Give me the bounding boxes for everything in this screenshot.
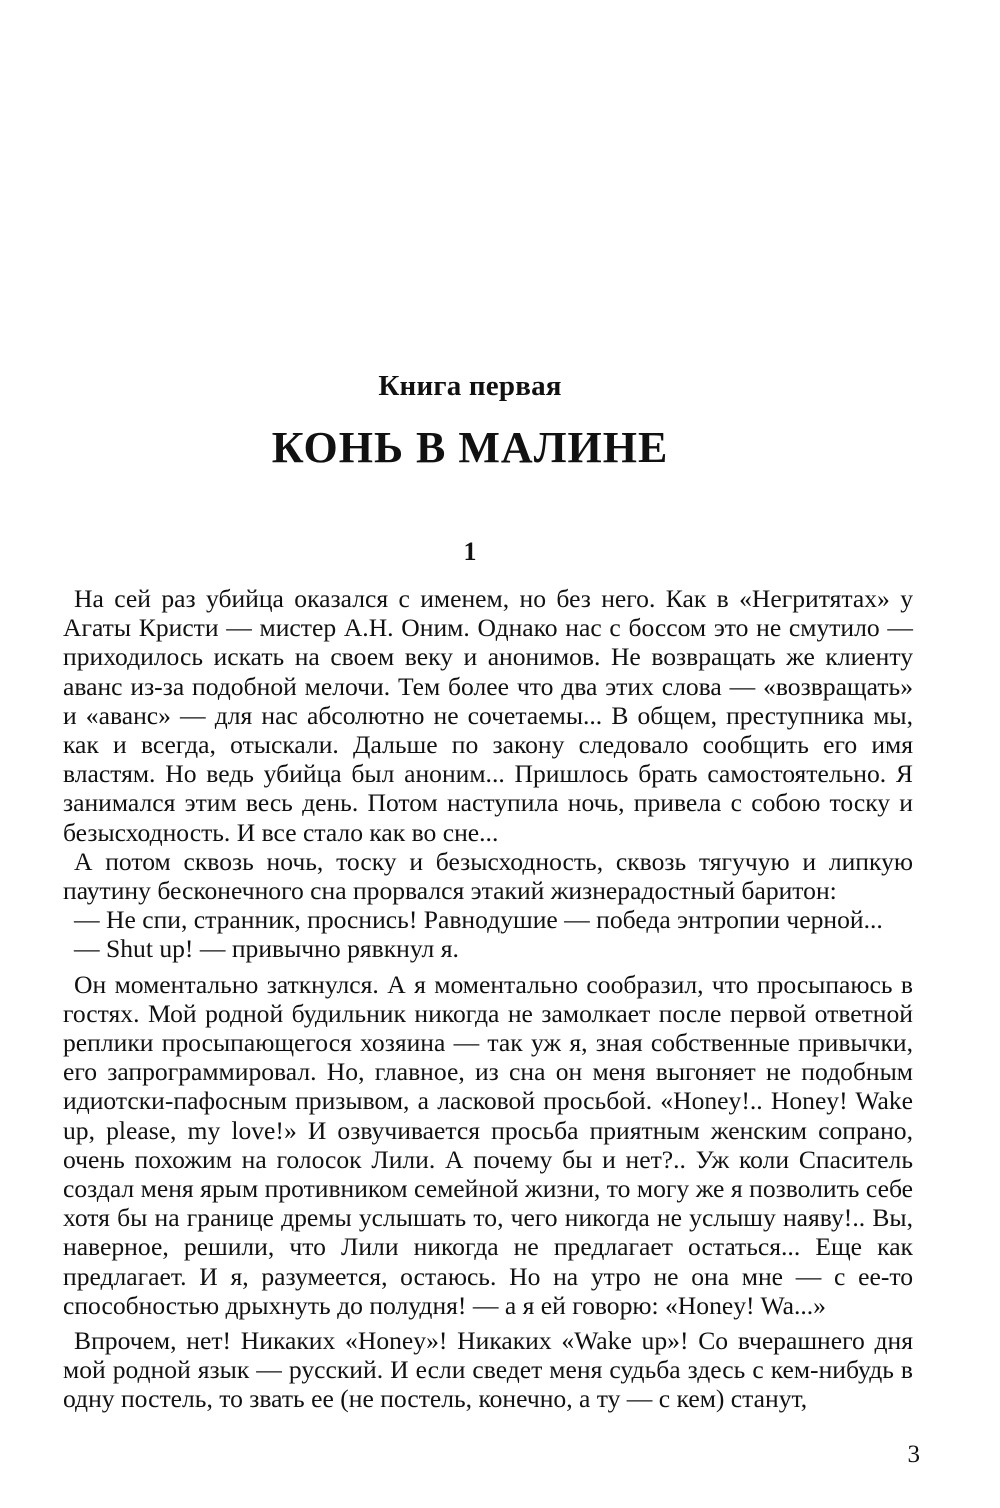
paragraph: — Не спи, странник, проснись! Равнодушие — победа энтропии черной... <box>74 905 883 935</box>
chapter-number: 1 <box>463 537 477 566</box>
paragraph: Он моментально заткнулся. А я моментально сообразил, что просыпаюсь в гостях. Мой родной будильник никогда не замолкает после первой ответной реплики просыпающегося хозяина — так уж я, зная собственные привычки, его запрограммировал. Но, главное, из сна он меня выгоняет не подобным идиотски-пафосным призывом, а ласковой просьбой. «Honey!.. Honey! Wake up, please, my love!» И озвучивается просьба приятным женским сопрано, очень похожим на голосок Лили. А почему бы и нет?.. Уж коли Спаситель создал меня ярым противником семейной жизни, то могу же я позволить себе хотя бы на границе дремы услышать то, чего никогда не услышу наяву!.. Вы, наверное, решили, что Лили никогда не предлагает остаться... Еще как предлагает. И я, разумеется, остаюсь. Но на утро не она мне — с ее-то способностью дрыхнуть до полудня! — а я ей говорю: «Honey! Wa...» <box>63 969 913 1320</box>
book-title: КОНЬ В МАЛИНЕ <box>271 423 669 472</box>
paragraph: — Shut up! — привычно рявкнул я. <box>74 934 459 964</box>
page-number: 3 <box>907 1441 920 1468</box>
book-label: Книга первая <box>378 370 562 402</box>
paragraph: На сей раз убийца оказался с именем, но без него. Как в «Негритятах» у Агаты Кристи — мистер А.Н. Оним. Однако нас с боссом это не смутило — приходилось искать на своем веку и анонимов. Не возвращать же клиенту аванс из-за подобной мелочи. Тем более что два этих слова — «возвращать» и «аванс» — для нас абсолютно не сочетаемы... В общем, преступника мы, как и всегда, отыскали. Дальше по закону следовало сообщить его имя властям. Но ведь убийца был аноним... Пришлось брать самостоятельно. Я занимался этим весь день. Потом наступила ночь, привела с собою тоску и безысходность. И все стало как во сне... <box>63 584 913 847</box>
paragraph: Впрочем, нет! Никаких «Honey»! Никаких «Wake up»! Со вчерашнего дня мой родной язык — русский. И если сведет меня судьба здесь с кем-нибудь в одну постель, то звать ее (не постель, конечно, а ту — с кем) станут, <box>63 1326 913 1414</box>
paragraph: А потом сквозь ночь, тоску и безысходность, сквозь тягучую и липкую паутину бесконечного сна прорвался этакий жизнерадостный баритон: <box>63 846 913 906</box>
chapter-body <box>63 584 913 1414</box>
